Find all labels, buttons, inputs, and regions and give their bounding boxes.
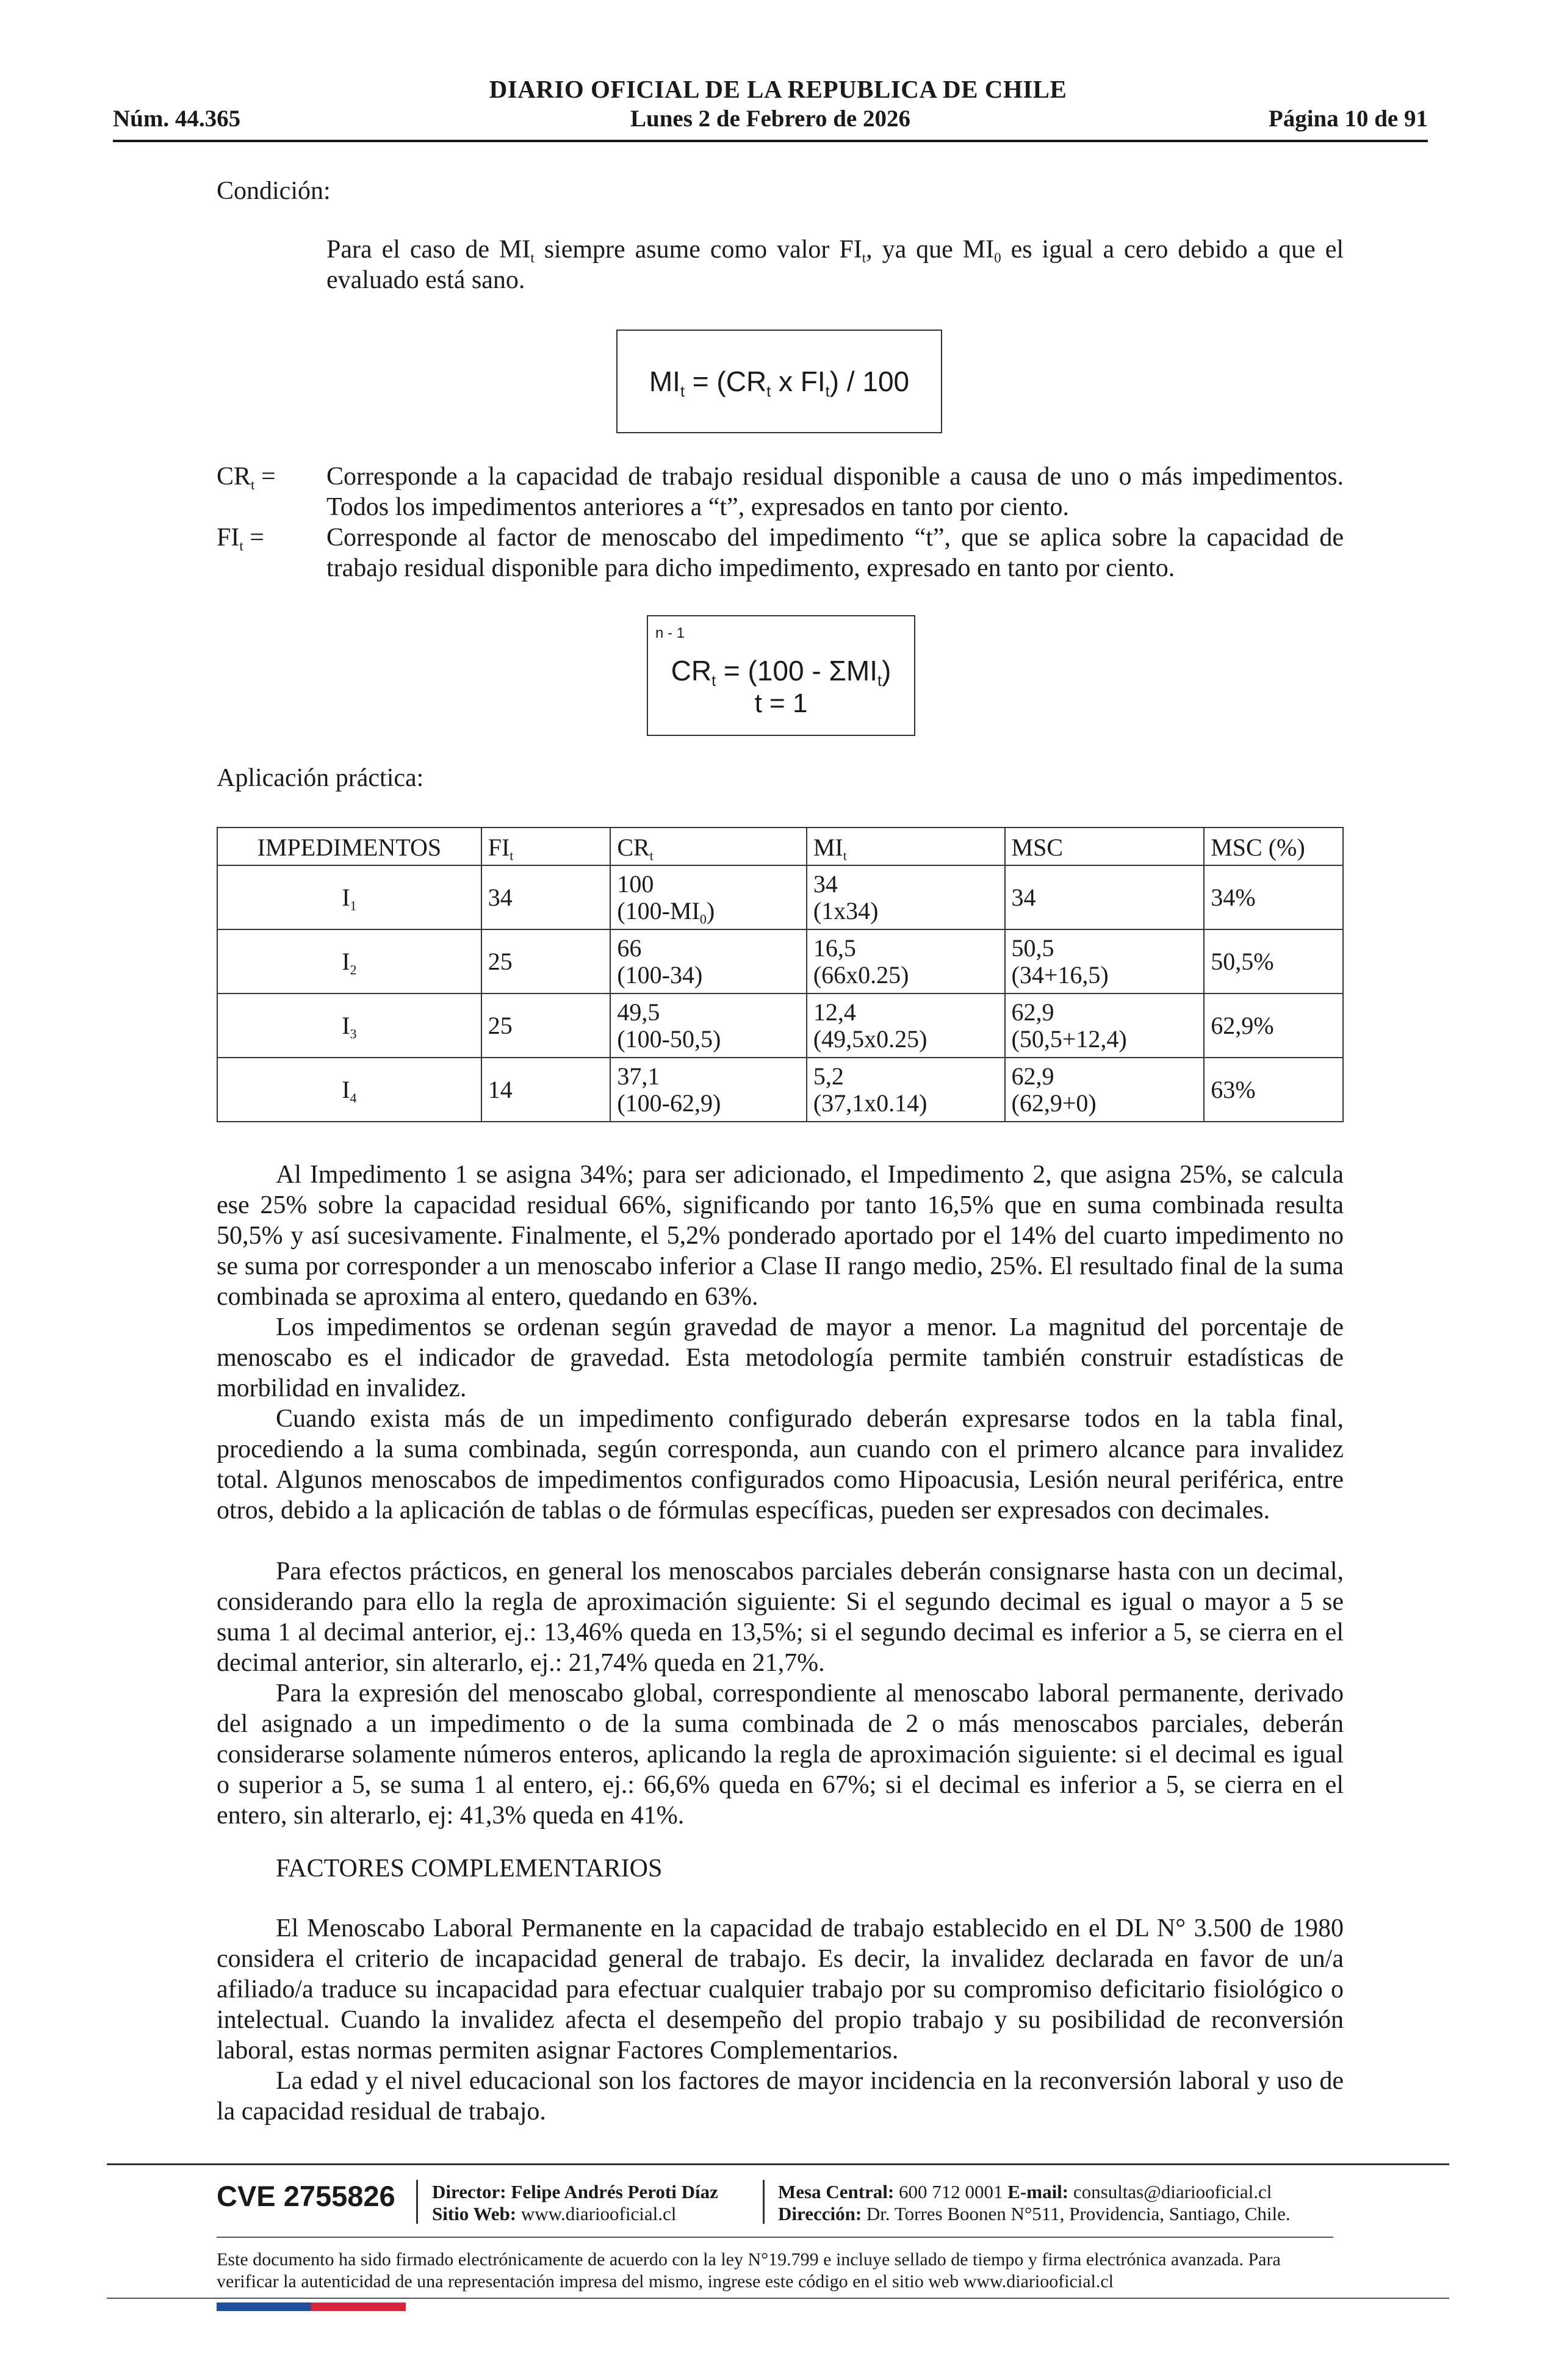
table-row [217, 865, 1343, 929]
formula-cr-box [647, 615, 915, 736]
fi-term: $FI_t$ = [217, 524, 264, 554]
cell-msc: 34 [1005, 865, 1205, 929]
website-link[interactable]: www.diariooficial.cl [516, 2203, 677, 2224]
cell-fi: 14 [481, 1058, 611, 1122]
newspaper-title: DIARIO OFICIAL DE LA REPUBLICA DE CHILE [489, 75, 1067, 103]
condicion-text: Para el caso de $MI_t$ siempre asume como valor $FI_t$, ya que $MI_0$ es igual a cero debido a que el evaluado está sano. [326, 236, 1344, 294]
issue-number: Núm. 44.365 [113, 106, 241, 132]
header-rule [113, 140, 1428, 142]
cell-msc-pct: 50,5% [1204, 929, 1343, 993]
footer-contact-block: Mesa Central: 600 712 0001 E-mail: consultas@diariooficial.cl Dirección: Dr. Torres Boonen N°511, Providencia, Santiago, Chile. [778, 2181, 1291, 2224]
cell-fi: 34 [481, 865, 611, 929]
cell-cr: 49,5 (100-50,5) [610, 993, 806, 1058]
cell-mi: 34 (1x34) [807, 865, 1005, 929]
section-heading: FACTORES COMPLEMENTARIOS [276, 1855, 663, 1883]
cell-mi: 16,5 (66x0.25) [807, 929, 1005, 993]
cr-definition: Corresponde a la capacidad de trabajo residual disponible a causa de uno o más impedimentos. Todos los impedimentos anteriores a “t”, expresados en tanto por ciento. [326, 463, 1344, 521]
paragraph: Los impedimentos se ordenan según gravedad de mayor a menor. La magnitud del porcentaje de menoscabo es el indicador de gravedad. Esta metodología permite también construir estadísticas de morbilidad en invalidez. [217, 1313, 1344, 1402]
paragraph: El Menoscabo Laboral Permanente en la capacidad de trabajo establecido en el DL N° 3.500 de 1980 considera el criterio de incapacidad general de trabajo. Es decir, la invalidez declarada en favor de un/a afiliado/a traduce su incapacidad para efectuar cualquier trabajo por su compromiso deficitario fisiológico o intelectual. Cuando la invalidez afecta el desempeño del propio trabajo y su posibilidad de reconversión laboral, estas normas permiten asignar Factores Complementarios. [217, 1914, 1344, 2064]
cell-mi: 12,4 (49,5x0.25) [807, 993, 1005, 1058]
summation-lower-limit: t = 1 [754, 688, 808, 718]
impedimentos-table [217, 827, 1344, 1122]
fi-definition: Corresponde al factor de menoscabo del impedimento “t”, que se aplica sobre la capacidad de trabajo residual disponible para dicho impedimento, expresado en tanto por ciento. [326, 524, 1344, 582]
footer-separator [416, 2180, 418, 2224]
cell-impedimento: $I_2$ [217, 929, 481, 993]
cr-term: $CR_t$ = [217, 463, 276, 493]
footer-rule [107, 2163, 1449, 2165]
formula-mi-box [616, 330, 942, 433]
formula-cr: $CR_t = (100 - \Sigma MI_t)$ [671, 655, 891, 690]
footer-director-block: Director: Felipe Andrés Peroti Díaz Sitio Web: www.diariooficial.cl [432, 2181, 718, 2224]
header-impedimentos: IMPEDIMENTOS [217, 828, 481, 865]
summation-upper-limit: n - 1 [655, 625, 685, 641]
footer-bottom-rule [107, 2298, 1449, 2299]
cell-cr: 66 (100-34) [610, 929, 806, 993]
cell-msc-pct: 62,9% [1204, 993, 1343, 1058]
page-number: Página 10 de 91 [1268, 106, 1428, 132]
condicion-heading: Condición: [217, 177, 331, 205]
header-msc: MSC [1005, 828, 1205, 865]
cell-msc: 50,5 (34+16,5) [1005, 929, 1205, 993]
formula-mi: $MI_t = (CR_t$ x $FI_t) / 100$ [649, 366, 910, 400]
cell-impedimento: $I_4$ [217, 1058, 481, 1122]
cell-msc: 62,9 (50,5+12,4) [1005, 993, 1205, 1058]
cell-fi: 25 [481, 929, 611, 993]
paragraph: La edad y el nivel educacional son los factores de mayor incidencia en la reconversión laboral y uso de la capacidad residual de trabajo. [217, 2067, 1344, 2126]
cell-fi: 25 [481, 993, 611, 1058]
paragraph: Para la expresión del menoscabo global, correspondiente al menoscabo laboral permanente, derivado del asignado a un impedimento o de la suma combinada de 2 o más menoscabos parciales, deberán considerarse solamente números enteros, aplicando la regla de aproximación siguiente: si el decimal es igual o superior a 5, se suma 1 al entero, ej.: 66,6% queda en 67%; si el decimal es inferior a 5, se cierra en el entero, sin alterarlo, ej: 41,3% queda en 41%. [217, 1679, 1344, 1830]
table-row [217, 993, 1343, 1058]
email-link[interactable]: consultas@diariooficial.cl [1068, 2181, 1272, 2202]
footer-divider [217, 2237, 1333, 2238]
issue-date: Lunes 2 de Febrero de 2026 [630, 106, 910, 132]
flag-stripe-blue [217, 2302, 311, 2311]
cve-code: CVE 2755826 [217, 2180, 395, 2212]
paragraph: Para efectos prácticos, en general los menoscabos parciales deberán consignarse hasta con un decimal, considerando para ello la regla de aproximación siguiente: Si el segundo decimal es igual o mayor a 5 se suma 1 al decimal anterior, ej.: 13,46% queda en 13,5%; si el segundo decimal es inferior a 5, se cierra en el decimal anterior, sin alterarlo, ej.: 21,74% queda en 21,7%. [217, 1557, 1344, 1677]
cell-impedimento: $I_3$ [217, 993, 481, 1058]
header-mi: $MI_t$ [807, 828, 1005, 865]
signature-note: Este documento ha sido firmado electrónicamente de acuerdo con la ley N°19.799 e incluye sellado de tiempo y firma electrónica avanzada. Para verificar la autenticidad de una representación impresa del mismo, ingrese este código en el sitio web www.diariooficial.cl [217, 2249, 1281, 2292]
paragraph: Al Impedimento 1 se asigna 34%; para ser adicionado, el Impedimento 2, que asigna 25%, se calcula ese 25% sobre la capacidad residual 66%, significando por tanto 16,5% que en suma combinada resulta 50,5% y así sucesivamente. Finalmente, el 5,2% ponderado aportado por el 14% del cuarto impedimento no se suma por corresponder a un menoscabo inferior a Clase II rango medio, 25%. El resultado final de la suma combinada se aproxima al entero, quedando en 63%. [217, 1161, 1344, 1311]
footer-separator [763, 2180, 765, 2224]
header-cr: $CR_t$ [610, 828, 806, 865]
cell-msc-pct: 63% [1204, 1058, 1343, 1122]
header-msc-pct: MSC (%) [1204, 828, 1343, 865]
table-row [217, 1058, 1343, 1122]
cell-cr: 37,1 (100-62,9) [610, 1058, 806, 1122]
paragraph: Cuando exista más de un impedimento configurado deberán expresarse todos en la tabla final, procediendo a la suma combinada, según corresponda, aun cuando con el primero alcance para invalidez total. Algunos menoscabos de impedimentos configurados como Hipoacusia, Lesión neural periférica, entre otros, debido a la aplicación de tablas o de fórmulas específicas, pueden ser expresados con decimales. [217, 1405, 1344, 1524]
cell-impedimento: $I_1$ [217, 865, 481, 929]
cell-cr: 100 $(100-MI_0)$ [610, 865, 806, 929]
flag-stripe-red [311, 2302, 406, 2311]
header-fi: $FI_t$ [481, 828, 611, 865]
aplicacion-heading: Aplicación práctica: [217, 764, 424, 792]
table-row [217, 929, 1343, 993]
cell-msc: 62,9 (62,9+0) [1005, 1058, 1205, 1122]
table-header-row [217, 828, 1343, 865]
cell-msc-pct: 34% [1204, 865, 1343, 929]
header-row [113, 103, 1428, 137]
cell-mi: 5,2 (37,1x0.14) [807, 1058, 1005, 1122]
